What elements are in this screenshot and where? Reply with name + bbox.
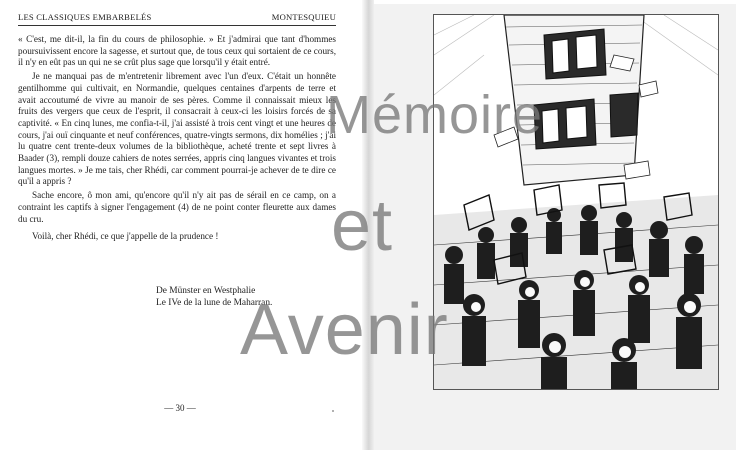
paragraph-4: Voilà, cher Rhédi, ce que j'appelle de la prudence !	[32, 231, 219, 242]
paragraph-1: « C'est, me dit-il, la fin du cours de philosophie. » Et j'admirai que tant d'hommes poursuivissent encore la sagesse, et surtout que, de tous ceux qui sortaient de ce cours, il n'y en eût pas un qui ne se crût plus sage que lorsqu'il y était entré.	[18, 34, 336, 68]
watermark-word-3: Avenir	[240, 290, 449, 370]
running-head-author: MONTESQUIEU	[271, 12, 336, 22]
illustration-lecture-crowd	[433, 14, 719, 390]
paper-speck	[332, 410, 334, 412]
running-head	[18, 12, 336, 24]
running-head-series: LES CLASSIQUES EMBARBELÉS	[18, 12, 152, 22]
illustration-drawing	[434, 15, 718, 389]
header-rule	[18, 25, 336, 26]
paragraph-3: Sache encore, ô mon ami, qu'encore qu'il n'y ait pas de sérail en ce camp, on a contraint les captifs à signer l'engagement (4) de ne point conter fleurette aux dames du cru.	[18, 190, 336, 224]
watermark-word-2: et	[331, 186, 394, 266]
signoff-date: Le IVe de la lune de Maharran.	[156, 298, 273, 308]
paragraph-2: Je ne manquai pas de m'entretenir librement avec l'un d'eux. C'était un honnête gentilhomme qui cultivait, en Normandie, quelques centaines d'arpents de terre et avait accoutumé de vivre au manoir de ses pères. Comme il connaissait mieux les fruits des vergers que ceux de l'esprit, il consacrait à ceux-ci les loisirs forcés de sa captivité. « En cinq lunes, me confia-t-il, j'ai assisté à trois cent vingt et une heures de cours, j'ai ouï cinquante et neuf conférences, quatre-vingts sermons, dix homélies ; j'ai lu quatre cent trente-deux volumes de la bibliothèque, acheté trente et sept livres à Baader (3), rempli douze cahiers de notes serrées, appris cinq langues vivantes et trois langues mortes. » Je me tais, cher Rhédi, car comment pourrai-je achever de te dire ce qu'il a appris ?	[18, 71, 336, 187]
page-number: — 30 —	[164, 403, 196, 413]
signoff-place: De Münster en Westphalie	[156, 286, 256, 296]
body-text	[18, 34, 336, 243]
watermark-word-1: Mémoire	[326, 85, 544, 145]
